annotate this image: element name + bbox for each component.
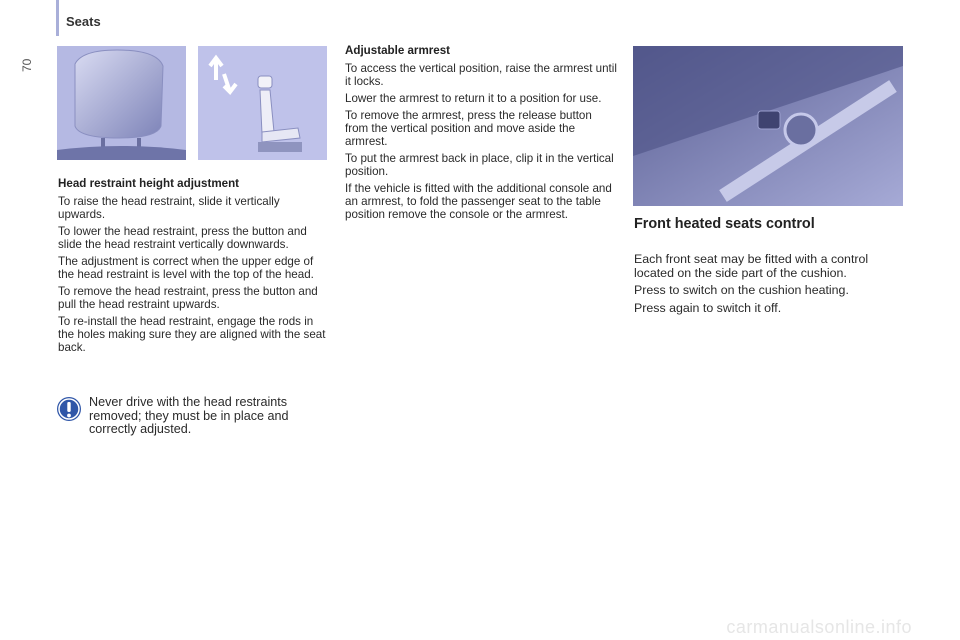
warning-text: Never drive with the head restraints removed; they must be in place and correctly adjusted. bbox=[89, 395, 289, 436]
seat-adjust-figure bbox=[198, 46, 327, 160]
headrest-figure bbox=[57, 46, 186, 160]
armrest-paragraph: Lower the armrest to return it to a position for use. bbox=[345, 92, 602, 105]
armrest-paragraph: If the vehicle is fitted with the additional console and an armrest, to fold the passenger seat to the table position remove the console or the armrest. bbox=[345, 182, 612, 221]
heated-seat-control-figure bbox=[633, 46, 903, 206]
headrest-paragraph: The adjustment is correct when the upper edge of the head restraint is level with the top of the head. bbox=[58, 255, 314, 281]
heated-seats-paragraph: Press again to switch it off. bbox=[634, 300, 782, 315]
page-number: 70 bbox=[20, 58, 34, 72]
heated-seats-column bbox=[634, 253, 906, 319]
armrest-column bbox=[345, 44, 617, 225]
heated-seats-paragraph: Press to switch on the cushion heating. bbox=[634, 283, 849, 298]
heated-seats-heading: Front heated seats control bbox=[634, 216, 815, 232]
section-title: Seats bbox=[66, 14, 101, 29]
section-accent-bar bbox=[56, 0, 59, 36]
headrest-paragraph: To raise the head restraint, slide it vertically upwards. bbox=[58, 195, 280, 221]
headrest-heading: Head restraint height adjustment bbox=[58, 177, 240, 190]
headrest-column bbox=[58, 177, 328, 358]
headrest-paragraph: To lower the head restraint, press the button and slide the head restraint vertically downwards. bbox=[58, 225, 307, 251]
armrest-heading: Adjustable armrest bbox=[345, 44, 451, 57]
headrest-paragraph: To re-install the head restraint, engage the rods in the holes making sure they are aligned with the seat back. bbox=[58, 315, 326, 354]
armrest-paragraph: To remove the armrest, press the release button from the vertical position and move aside the armrest. bbox=[345, 109, 592, 148]
warning-exclamation-icon bbox=[56, 396, 82, 422]
footer-watermark[interactable]: carmanualsonline.info bbox=[726, 617, 912, 637]
armrest-paragraph: To put the armrest back in place, clip it in the vertical position. bbox=[345, 152, 614, 178]
headrest-paragraph: To remove the head restraint, press the button and pull the head restraint upwards. bbox=[58, 285, 318, 311]
armrest-paragraph: To access the vertical position, raise the armrest until it locks. bbox=[345, 62, 617, 88]
heated-seats-paragraph: Each front seat may be fitted with a control located on the side part of the cushion. bbox=[634, 252, 869, 280]
